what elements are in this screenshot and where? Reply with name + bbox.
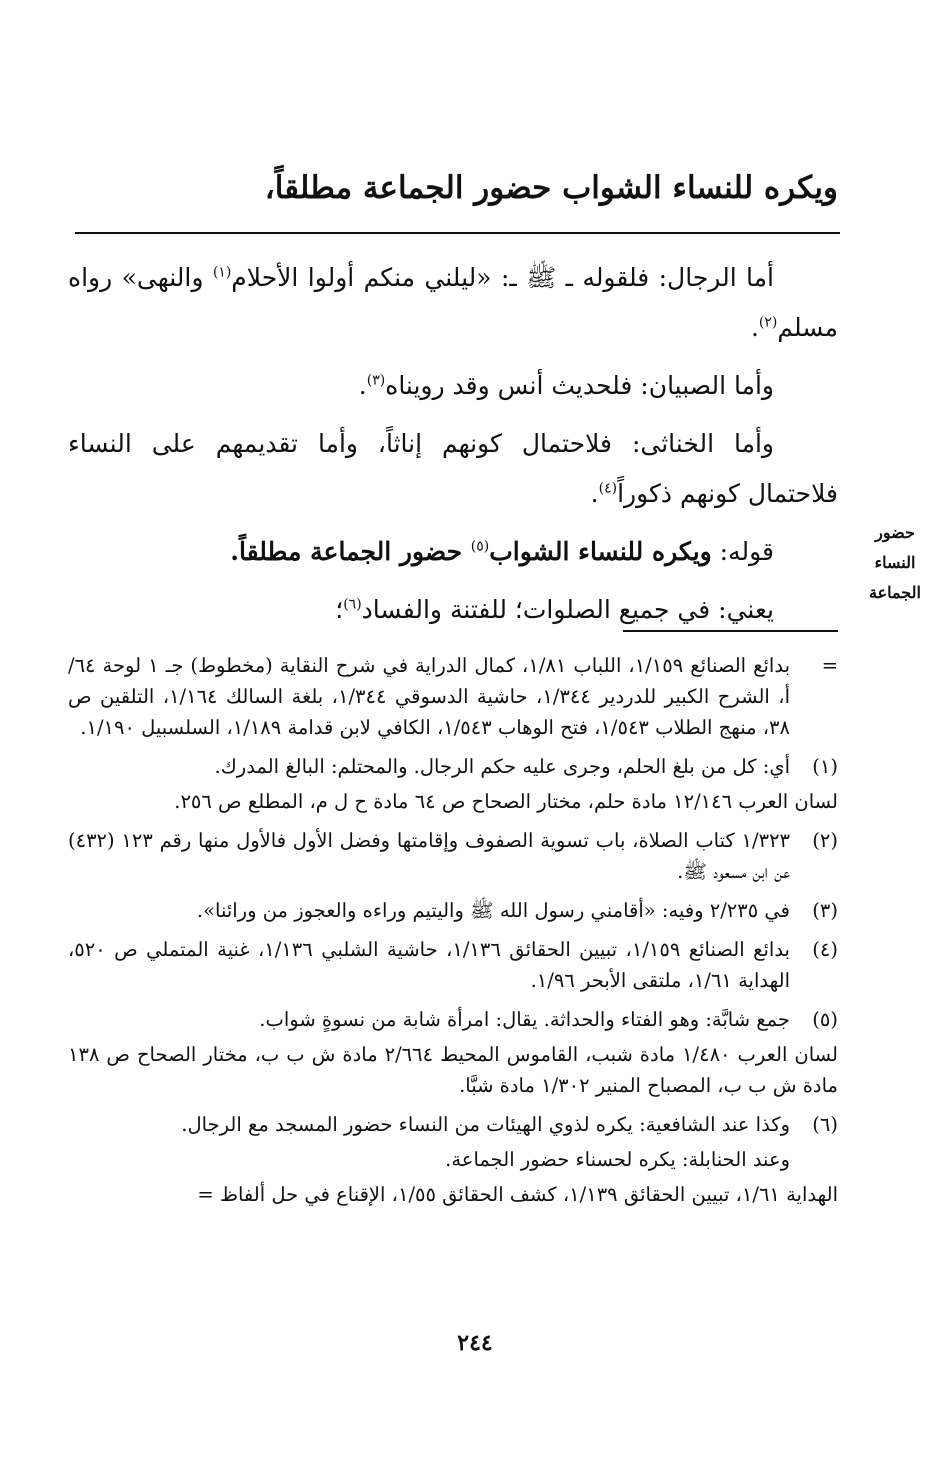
footnotes bbox=[68, 650, 838, 1218]
paragraph-matn-quote bbox=[68, 527, 838, 577]
text-span: . bbox=[590, 479, 599, 508]
footnote-number: (٢) bbox=[812, 829, 838, 852]
paragraph-hermaphrodites bbox=[68, 419, 838, 519]
footnote-number: (٤) bbox=[812, 938, 838, 961]
paragraph-boys bbox=[68, 361, 838, 411]
footnote-text: بدائع الصنائع ١/١٥٩، تبيين الحقائق ١/١٣٦، حاشية الشلبي ١/١٣٦، غنية المتملي ص ٥٢٠، الهداية ١/٦١، ملتقى الأبحر ١/٩٦. bbox=[68, 938, 790, 992]
text-span: . bbox=[750, 313, 759, 342]
text-span: وأما الخناثى: فلاحتمال كونهم إناثاً، وأما تقديمهم على النساء فلاحتمال كونهم ذكوراً bbox=[68, 429, 838, 508]
footnote-6 bbox=[68, 1109, 838, 1210]
footnote-separator bbox=[623, 630, 838, 632]
footnote-text: وكذا عند الشافعية: يكره لذوي الهيئات من النساء حضور المسجد مع الرجال. bbox=[181, 1113, 790, 1136]
main-text bbox=[68, 253, 838, 643]
text-span: أما الرجال: فلقوله ـ ﷺ ـ: «ليلني منكم أولوا الأحلام bbox=[231, 263, 774, 292]
margin-note-line: الجماعة bbox=[869, 583, 921, 602]
paragraph-men bbox=[68, 253, 838, 353]
footnote-text: لسان العرب ١/٤٨٠ مادة شبب، القاموس المحيط ٢/٦٦٤ مادة ش ب ب، مختار الصحاح ص ١٣٨ مادة ش ب ب، المصباح المنير ١/٣٠٢ مادة شبَّا. bbox=[68, 1043, 838, 1097]
margin-note bbox=[855, 518, 935, 608]
matn-bold-text: حضور الجماعة مطلقاً bbox=[238, 537, 471, 566]
text-span: قوله: bbox=[711, 537, 774, 566]
matn-bold-text: ويكره للنساء الشواب bbox=[489, 537, 712, 566]
footnote-ref[interactable]: (٢) bbox=[758, 314, 778, 331]
margin-note-line: النساء bbox=[874, 553, 916, 572]
footnote-text: أي: كل من بلغ الحلم، وجرى عليه حكم الرجال. والمحتلم: البالغ المدرك. bbox=[214, 755, 790, 778]
footnote-3 bbox=[68, 895, 838, 926]
footnote-continuation bbox=[68, 650, 838, 743]
margin-note-line: حضور bbox=[875, 523, 915, 542]
footnote-ref[interactable]: (١) bbox=[212, 264, 232, 281]
footnote-text: ١/٣٢٣ كتاب الصلاة، باب تسوية الصفوف وإقامتها وفضل الأول فالأول منها رقم ١٢٣ (٤٣٢) عن ابن مسعود ﷺ. bbox=[68, 829, 791, 883]
running-head: ويكره للنساء الشواب حضور الجماعة مطلقاً، bbox=[264, 170, 838, 206]
paragraph-explanation bbox=[68, 585, 838, 635]
footnote-text: لسان العرب ١٢/١٤٦ مادة حلم، مختار الصحاح ص ٦٤ مادة ح ل م، المطلع ص ٢٥٦. bbox=[174, 790, 838, 813]
text-span: والنهى» رواه مسلم bbox=[68, 263, 838, 342]
footnote-text: الهداية ١/٦١، تبيين الحقائق ١/١٣٩، كشف الحقائق ١/٥٥، الإقناع في حل ألفاظ = bbox=[197, 1183, 838, 1206]
footnote-text: وعند الحنابلة: يكره لحسناء حضور الجماعة. bbox=[445, 1148, 790, 1171]
footnote-ref[interactable]: (٥) bbox=[470, 538, 490, 555]
footnote-number: (٥) bbox=[812, 1008, 838, 1031]
footnote-number: (١) bbox=[812, 755, 838, 778]
header-rule bbox=[75, 232, 840, 234]
footnote-4 bbox=[68, 934, 838, 996]
footnote-ref[interactable]: (٣) bbox=[366, 372, 386, 389]
text-span: ؛ bbox=[335, 595, 344, 624]
text-span: . bbox=[358, 371, 367, 400]
footnote-text: في ٢/٢٣٥ وفيه: «أقامني رسول الله ﷺ واليتيم وراءه والعجوز من ورائنا». bbox=[196, 899, 790, 922]
footnote-text: جمع شابَّة: وهو الفتاء والحداثة. يقال: امرأة شابة من نسوةٍ شواب. bbox=[259, 1008, 790, 1031]
footnote-ref[interactable]: (٤) bbox=[598, 480, 618, 497]
footnote-ref[interactable]: (٦) bbox=[343, 596, 362, 613]
text-span: يعني: في جميع الصلوات؛ للفتنة والفساد bbox=[361, 595, 774, 624]
continuation-mark: = bbox=[821, 654, 838, 677]
page-number: ٢٤٤ bbox=[457, 1330, 493, 1356]
text-span: وأما الصبيان: فلحديث أنس وقد رويناه bbox=[385, 371, 774, 400]
footnote-1 bbox=[68, 751, 838, 817]
footnote-number: (٣) bbox=[812, 899, 838, 922]
footnote-5 bbox=[68, 1004, 838, 1101]
footnote-text: بدائع الصنائع ١/١٥٩، اللباب ١/٨١، كمال الدراية في شرح النقاية (مخطوط) جـ ١ لوحة ٦٤/أ، الشرح الكبير للدردير ١/٣٤٤، حاشية الدسوقي ١/٣٤٤، بلغة السالك ١/١٦٤، التلقين ص ٣٨، منهج الطلاب ١/٥٤٣، فتح الوهاب ١/٥٤٣، الكافي لابن قدامة ١/١٨٩، السلسبيل ١/١٩٠. bbox=[68, 654, 791, 739]
text-span: . bbox=[230, 537, 239, 566]
footnote-number: (٦) bbox=[812, 1113, 838, 1136]
footnote-2 bbox=[68, 825, 838, 887]
